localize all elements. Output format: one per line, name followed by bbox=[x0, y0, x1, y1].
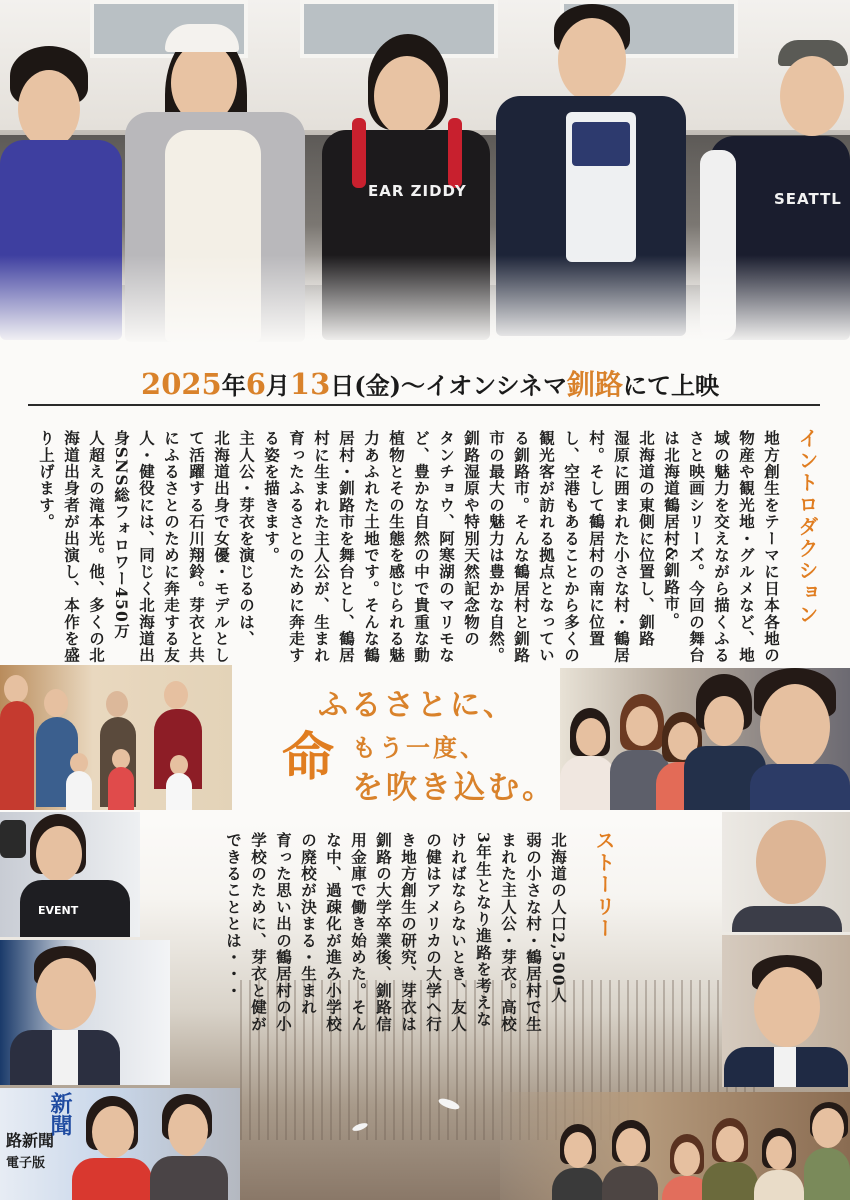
title-year: 2025 bbox=[141, 367, 222, 401]
intro-line: タンチョウ、阿寒湖のマリモな bbox=[437, 430, 456, 664]
title-city: 釧路 bbox=[566, 368, 623, 401]
title-tail: にて上映 bbox=[622, 371, 719, 400]
intro-line: は北海道鶴居村&釧路市。 bbox=[662, 430, 681, 629]
tagline-line3: を吹き込む。 bbox=[352, 770, 556, 806]
newspaper-photo bbox=[0, 1088, 240, 1200]
intro-line: 主人公・芽衣を演じるのは、 bbox=[237, 430, 256, 648]
story-line: まれた主人公・芽衣。高校 bbox=[499, 832, 518, 1033]
intro-line: 域の魅力を交えながら描くふる bbox=[712, 430, 731, 664]
title-divider bbox=[28, 404, 820, 406]
screening-title bbox=[40, 363, 820, 407]
microphone-icon bbox=[0, 820, 26, 858]
story-line: き地方創生の研究、芽衣は bbox=[399, 832, 418, 1033]
intro-line: る釧路市。そんな鶴居村と釧路 bbox=[512, 430, 531, 664]
title-day-suffix: 日(金)〜イオンシネマ bbox=[330, 371, 567, 400]
intro-line: 身SNS総フォロワー450万 bbox=[112, 430, 131, 640]
title-day: 13 bbox=[289, 367, 331, 401]
intro-line: さと映画シリーズ。今回の舞台 bbox=[687, 430, 706, 664]
story-line: 育った思い出の鶴居村の小 bbox=[274, 832, 293, 1033]
shirt-print: SEATTL bbox=[774, 190, 842, 208]
intro-line: り上げます。 bbox=[37, 430, 56, 531]
story-line: 用金庫で働き始めた。そん bbox=[349, 832, 368, 1033]
intro-line: 物産や観光地・グルメなど、地 bbox=[737, 430, 756, 664]
intro-line: る姿を描きます。 bbox=[262, 430, 281, 564]
intro-line: 植物とその生態を感じられる魅 bbox=[387, 430, 406, 664]
nursery-photo bbox=[0, 665, 232, 810]
shirt-print: EVENT bbox=[38, 904, 79, 917]
intro-line: 北海道の東側に位置し、釧路 bbox=[637, 430, 656, 648]
story-line: の廃校が決まる・生まれ bbox=[299, 832, 318, 1016]
story-heading: ストーリー bbox=[592, 830, 616, 940]
newspaper-sign: 路新聞 bbox=[6, 1131, 55, 1150]
intro-line: にふるさとのために奔走する友 bbox=[162, 430, 181, 664]
story-line: 3年生となり進路を考えな bbox=[474, 832, 493, 1028]
intro-line: 村に生まれた主人公が、生まれ bbox=[312, 430, 331, 664]
intro-line: ど、豊かな自然の中で貴重な動 bbox=[412, 430, 431, 664]
story-line: 北海道の人口2,500人 bbox=[549, 832, 568, 1004]
story-line: ければならないとき、友人 bbox=[449, 832, 468, 1033]
intro-heading: イントロダクション bbox=[795, 428, 819, 626]
title-year-suffix: 年 bbox=[221, 371, 246, 400]
tagline-line1: ふるさとに、 bbox=[318, 688, 516, 723]
story-line: 弱の小さな村・鶴居村で生 bbox=[524, 832, 543, 1033]
intro-line: 釧路湿原や特別天然記念物の bbox=[462, 430, 481, 648]
intro-line: 居村・釧路市を舞台とし、鶴居 bbox=[337, 430, 356, 664]
intro-line: 村。そして鶴居村の南に位置 bbox=[587, 430, 606, 648]
story-line: 釧路の大学卒業後、釧路信 bbox=[374, 832, 393, 1033]
tagline-big-char: 命 bbox=[282, 727, 335, 788]
intro-line: 力あふれた土地です。そんな鶴 bbox=[362, 430, 381, 664]
elder-photo bbox=[722, 812, 850, 932]
intro-line: し、空港もあることから多くの bbox=[562, 430, 581, 664]
story-line: できることとは・・・ bbox=[224, 832, 243, 999]
intro-line: 地方創生をテーマに日本各地の bbox=[762, 430, 781, 664]
intro-line: 観光客が訪れる拠点となってい bbox=[537, 430, 556, 664]
newspaper-vertical: 新聞 bbox=[47, 1092, 72, 1136]
story-line: 学校のために、芽衣と健が bbox=[249, 832, 268, 1033]
title-month-suffix: 月 bbox=[265, 371, 290, 400]
intro-line: 育ったふるさとのために奔走す bbox=[287, 430, 306, 664]
intro-line: 人・健役には、同じく北海道出 bbox=[137, 430, 156, 664]
story-line: な中、過疎化が進み小学校 bbox=[324, 832, 343, 1033]
cast-photo bbox=[560, 668, 850, 810]
intro-line: て活躍する石川翔鈴。芽衣と共 bbox=[187, 430, 206, 664]
intro-line: 海道出身者が出演し、本作を盛 bbox=[62, 430, 81, 664]
mayor-photo bbox=[0, 940, 170, 1085]
intro-text bbox=[34, 430, 784, 664]
story-line: の健はアメリカの大学へ行 bbox=[424, 832, 443, 1033]
intro-line: 市の最大の魅力は豊かな自然。 bbox=[487, 430, 506, 664]
hero-fade bbox=[0, 255, 850, 345]
title-month: 6 bbox=[245, 367, 266, 401]
executive-photo bbox=[722, 935, 850, 1087]
intro-line: 湿原に囲まれた小さな村・鶴居 bbox=[612, 430, 631, 664]
newspaper-sign-sub: 電子版 bbox=[6, 1156, 46, 1171]
story-text bbox=[221, 832, 571, 1062]
cafe-photo bbox=[500, 1092, 850, 1200]
radio-studio-photo bbox=[0, 812, 140, 937]
hero-photo bbox=[0, 0, 850, 345]
intro-line: 人超えの滝本光。他、多くの北 bbox=[87, 430, 106, 664]
intro-line: 北海道出身で女優・モデルとし bbox=[212, 430, 231, 664]
shirt-print: EAR ZIDDY bbox=[368, 182, 467, 200]
tagline-line2: もう一度、 bbox=[352, 733, 487, 762]
